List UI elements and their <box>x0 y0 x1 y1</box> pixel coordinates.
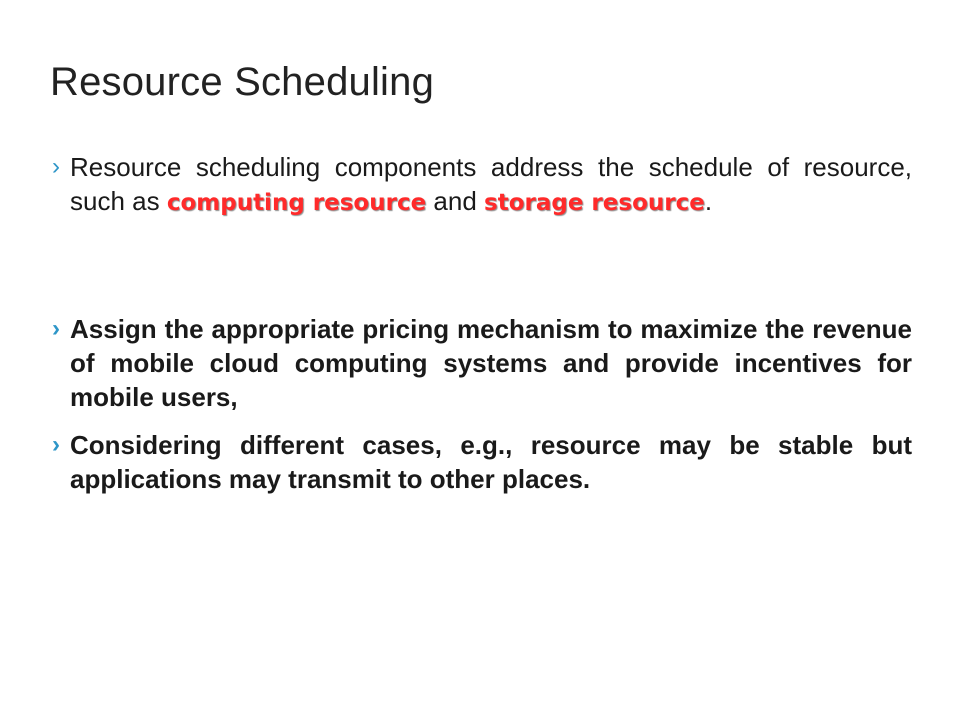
chevron-right-icon: › <box>52 315 60 342</box>
chevron-right-icon: › <box>52 153 60 180</box>
slide-title: Resource Scheduling <box>50 60 435 104</box>
highlight-storage-resource: storage resource <box>484 190 705 216</box>
bullet-text-middle: and <box>426 186 485 216</box>
bullet-item-different-cases <box>52 428 912 496</box>
bullet-list <box>52 150 912 496</box>
bullet-item-resource-scheduling <box>52 150 912 220</box>
bullet-text: Considering different cases, e.g., resource may be stable but applications may transmit to other places. <box>70 430 912 494</box>
bullet-text-after: . <box>704 186 713 216</box>
chevron-right-icon: › <box>52 431 60 458</box>
bullet-text <box>70 150 912 220</box>
bullet-item-pricing-mechanism <box>52 312 912 414</box>
bullet-text-before: Resource scheduling components address the schedule of resource, such as <box>70 152 912 216</box>
bullet-text: Assign the appropriate pricing mechanism to maximize the revenue of mobile cloud computing systems and provide incentives for mobile users, <box>70 314 912 412</box>
highlight-computing-resource: computing resource <box>166 190 427 216</box>
